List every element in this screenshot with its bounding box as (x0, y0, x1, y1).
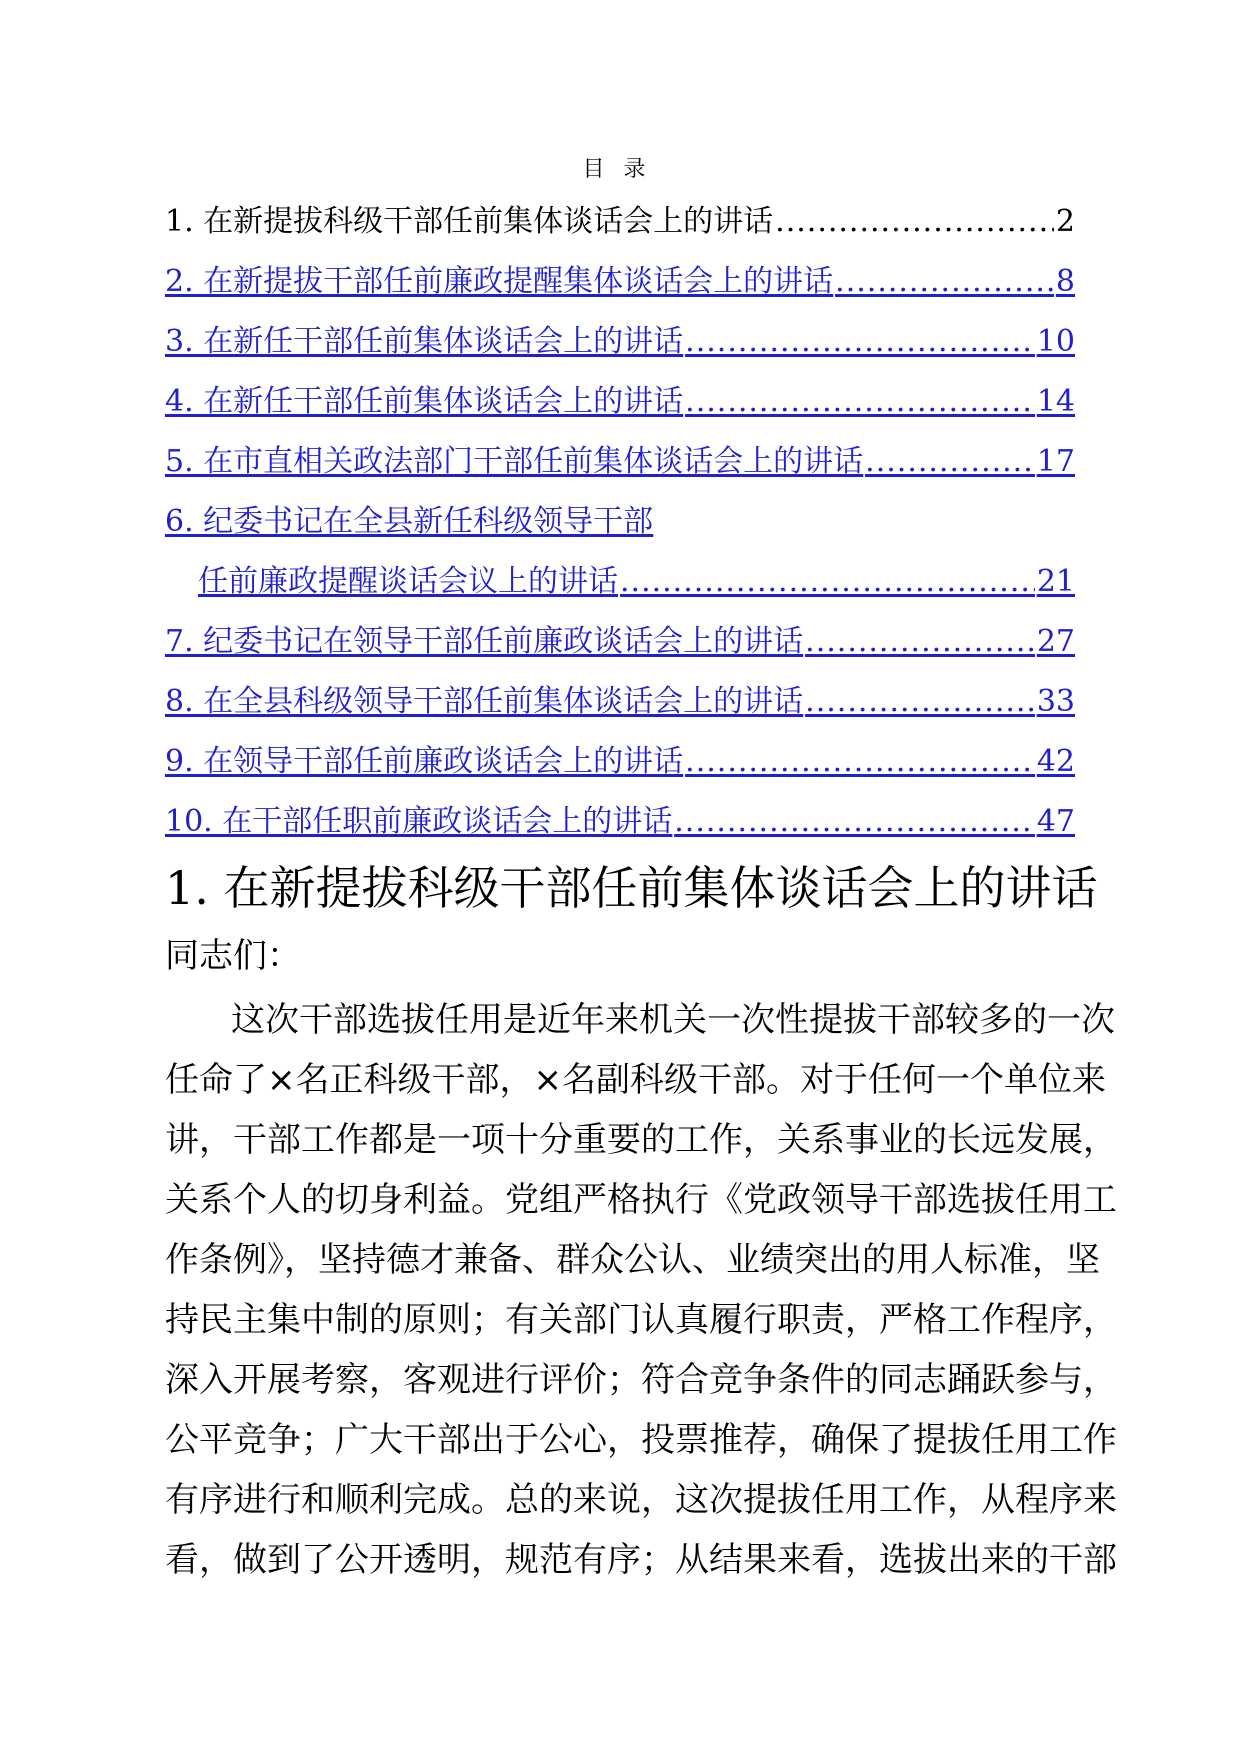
toc-entry-text: 9. 在领导干部任前廉政谈话会上的讲话 (165, 744, 684, 779)
toc-entry-text: 3. 在新任干部任前集体谈话会上的讲话 (165, 324, 684, 359)
toc-entry-text: 5. 在市直相关政法部门干部任前集体谈话会上的讲话 (165, 444, 864, 479)
toc-entry-6-line2[interactable] (165, 552, 1075, 612)
toc-entry-text: 6. 纪委书记在全县新任科级领导干部 (165, 504, 654, 539)
toc-entry-text: 任前廉政提醒谈话会议上的讲话 (198, 564, 618, 599)
toc-title: 目 录 (582, 157, 652, 182)
toc-entry-7[interactable] (165, 612, 1075, 672)
toc-entry-text: 10. 在干部任职前廉政谈话会上的讲话 (165, 804, 673, 839)
toc-leader-dots (805, 672, 1035, 732)
toc-leader-dots (620, 552, 1035, 612)
body-line: 讲，干部工作都是一项十分重要的工作，关系事业的长远发展， (165, 1120, 1117, 1160)
toc-leader-dots (685, 312, 1035, 372)
article-body (165, 990, 1117, 1590)
toc-entry-text: 1. 在新提拔科级干部任前集体谈话会上的讲话 (165, 204, 774, 239)
toc-entry-page: 33 (1036, 684, 1075, 719)
body-line: 关系个人的切身利益。党组严格执行《党政领导干部选拔任用工 (165, 1180, 1117, 1220)
toc-leader-dots (685, 372, 1035, 432)
toc-leader-dots (685, 732, 1035, 792)
body-line: 这次干部选拔任用是近年来机关一次性提拔干部较多的一次 (231, 1000, 1115, 1040)
article-heading: 1. 在新提拔科级干部任前集体谈话会上的讲话 (165, 861, 1098, 915)
toc-entry-4[interactable] (165, 372, 1075, 432)
toc-entry-1[interactable] (165, 192, 1075, 252)
toc-entry-page: 21 (1036, 564, 1075, 599)
toc-leader-dots (805, 612, 1035, 672)
toc-entry-page: 10 (1036, 324, 1075, 359)
toc-leader-dots (674, 792, 1035, 852)
body-line: 持民主集中制的原则；有关部门认真履行职责，严格工作程序， (165, 1300, 1117, 1340)
toc-entry-page: 17 (1036, 444, 1075, 479)
toc-entry-8[interactable] (165, 672, 1075, 732)
toc-entry-text: 2. 在新提拔干部任前廉政提醒集体谈话会上的讲话 (165, 264, 834, 299)
toc-leader-dots (775, 192, 1054, 252)
table-of-contents (165, 192, 1075, 852)
toc-entry-page: 2 (1055, 204, 1075, 239)
body-line: 公平竞争；广大干部出于公心，投票推荐，确保了提拔任用工作 (165, 1420, 1117, 1460)
body-line: 有序进行和顺利完成。总的来说，这次提拔任用工作，从程序来 (165, 1480, 1117, 1520)
toc-entry-5[interactable] (165, 432, 1075, 492)
body-line: 深入开展考察，客观进行评价；符合竞争条件的同志踊跃参与， (165, 1360, 1117, 1400)
toc-entry-6-line1[interactable] (165, 492, 1075, 552)
toc-entry-page: 27 (1036, 624, 1075, 659)
salutation: 同志们： (165, 936, 301, 976)
toc-leader-dots (835, 252, 1054, 312)
body-line: 作条例》，坚持德才兼备、群众公认、业绩突出的用人标准，坚 (165, 1240, 1100, 1280)
toc-leader-dots (865, 432, 1035, 492)
body-line: 任命了×名正科级干部，×名副科级干部。对于任何一个单位来 (165, 1060, 1106, 1100)
toc-entry-page: 14 (1036, 384, 1075, 419)
toc-entry-2[interactable] (165, 252, 1075, 312)
body-line: 看，做到了公开透明，规范有序；从结果来看，选拔出来的干部 (165, 1540, 1117, 1580)
toc-entry-page: 42 (1036, 744, 1075, 779)
toc-entry-page: 8 (1055, 264, 1075, 299)
toc-entry-3[interactable] (165, 312, 1075, 372)
toc-entry-text: 7. 纪委书记在领导干部任前廉政谈话会上的讲话 (165, 624, 804, 659)
toc-entry-page: 47 (1036, 804, 1075, 839)
toc-entry-text: 4. 在新任干部任前集体谈话会上的讲话 (165, 384, 684, 419)
toc-entry-text: 8. 在全县科级领导干部任前集体谈话会上的讲话 (165, 684, 804, 719)
toc-entry-10[interactable] (165, 792, 1075, 852)
toc-entry-9[interactable] (165, 732, 1075, 792)
